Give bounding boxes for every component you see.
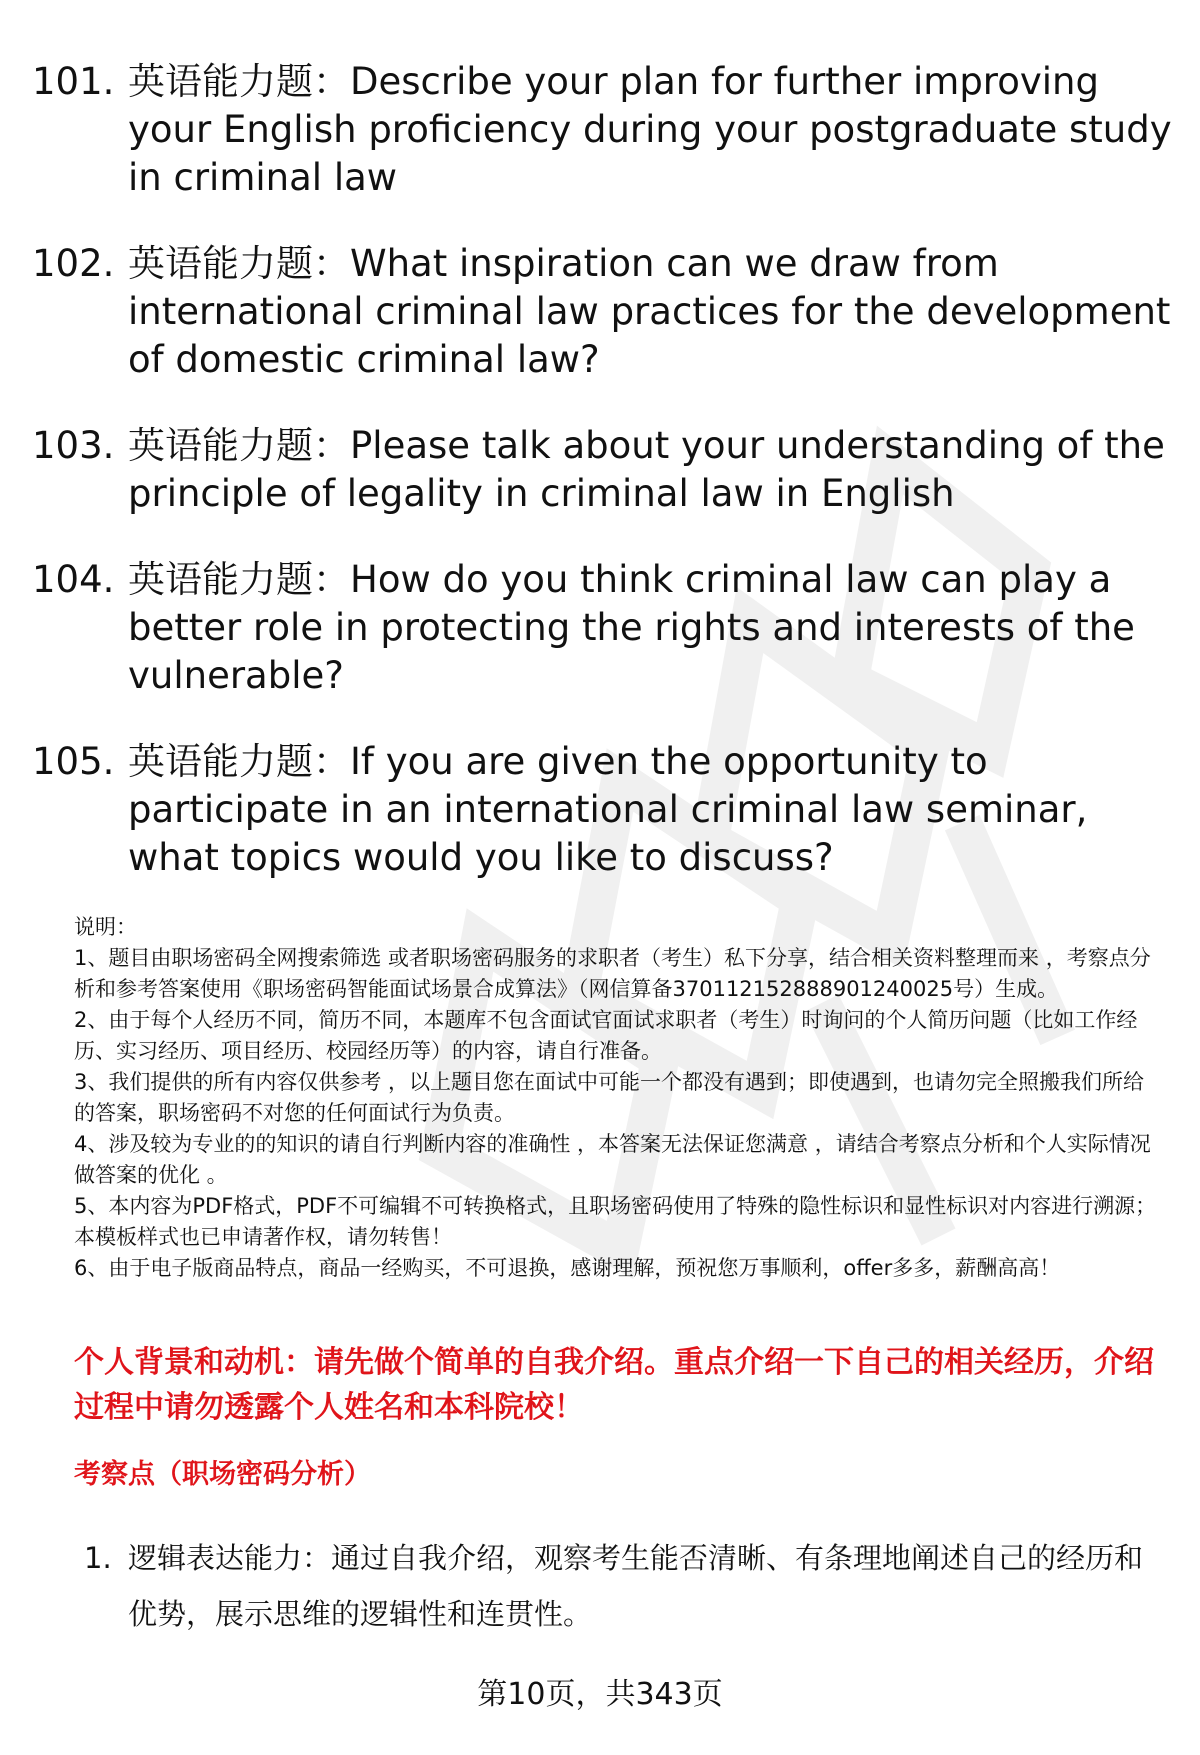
question-item (32, 240, 1172, 384)
notes-title: 说明： (74, 915, 137, 939)
notes-item: 1、题目由职场密码全网搜索筛选 或者职场密码服务的求职者（考生）私下分享，结合相关资料整理而来 ，考察点分析和参考答案使用《职场密码智能面试场景合成算法》（网信算备370112152888901240025号）生成。 (74, 946, 1151, 1001)
question-text: 英语能力题：Describe your plan for further improving your English proficiency during your postgraduate study in criminal law (128, 60, 1172, 199)
question-item (32, 738, 1172, 882)
question-text: 英语能力题：What inspiration can we draw from international criminal law practices for the development of domestic criminal law? (128, 242, 1171, 381)
question-number: 104. (32, 558, 115, 601)
question-number: 102. (32, 242, 115, 285)
question-number: 103. (32, 424, 115, 467)
question-item (32, 556, 1172, 700)
question-list (32, 58, 1172, 920)
point-text: 逻辑表达能力：通过自我介绍，观察考生能否清晰、有条理地阐述自己的经历和优势，展示思维的逻辑性和连贯性。 (128, 1541, 1144, 1631)
assessment-point (84, 1530, 1154, 1642)
section-heading: 个人背景和动机：请先做个简单的自我介绍。重点介绍一下自己的相关经历，介绍过程中请勿透露个人姓名和本科院校！ (74, 1345, 1154, 1425)
question-item (32, 422, 1172, 518)
point-number: 1. (84, 1541, 112, 1575)
section-subheading: 考察点（职场密码分析） (74, 1459, 371, 1490)
question-text: 英语能力题：Please talk about your understanding of the principle of legality in criminal law in English (128, 424, 1165, 515)
notes-item: 5、本内容为PDF格式，PDF不可编辑不可转换格式，且职场密码使用了特殊的隐性标识和显性标识对内容进行溯源；本模板样式也已申请著作权，请勿转售！ (74, 1194, 1157, 1249)
question-text: 英语能力题：How do you think criminal law can play a better role in protecting the rights and interests of the vulnerable? (128, 558, 1135, 697)
page-number: 第10页，共343页 (477, 1677, 723, 1712)
notes-item: 6、由于电子版商品特点，商品一经购买，不可退换，感谢理解，预祝您万事顺利，offer多多，薪酬高高！ (74, 1256, 1061, 1280)
notes-item: 2、由于每个人经历不同，简历不同，本题库不包含面试官面试求职者（考生）时询问的个人简历问题（比如工作经历、实习经历、项目经历、校园经历等）的内容，请自行准备。 (74, 1008, 1138, 1063)
question-item (32, 58, 1172, 202)
notes-item: 4、涉及较为专业的的知识的请自行判断内容的准确性 ，本答案无法保证您满意 ，请结合考察点分析和个人实际情况做答案的优化 。 (74, 1132, 1151, 1187)
question-text: 英语能力题：If you are given the opportunity to participate in an international criminal law seminar, what topics would you like to discuss? (128, 740, 1088, 879)
question-number: 101. (32, 60, 115, 103)
notes-item: 3、我们提供的所有内容仅供参考 ，以上题目您在面试中可能一个都没有遇到；即使遇到，也请勿完全照搬我们所给的答案，职场密码不对您的任何面试行为负责。 (74, 1070, 1145, 1125)
question-number: 105. (32, 740, 115, 783)
notes-section (74, 912, 1164, 1284)
